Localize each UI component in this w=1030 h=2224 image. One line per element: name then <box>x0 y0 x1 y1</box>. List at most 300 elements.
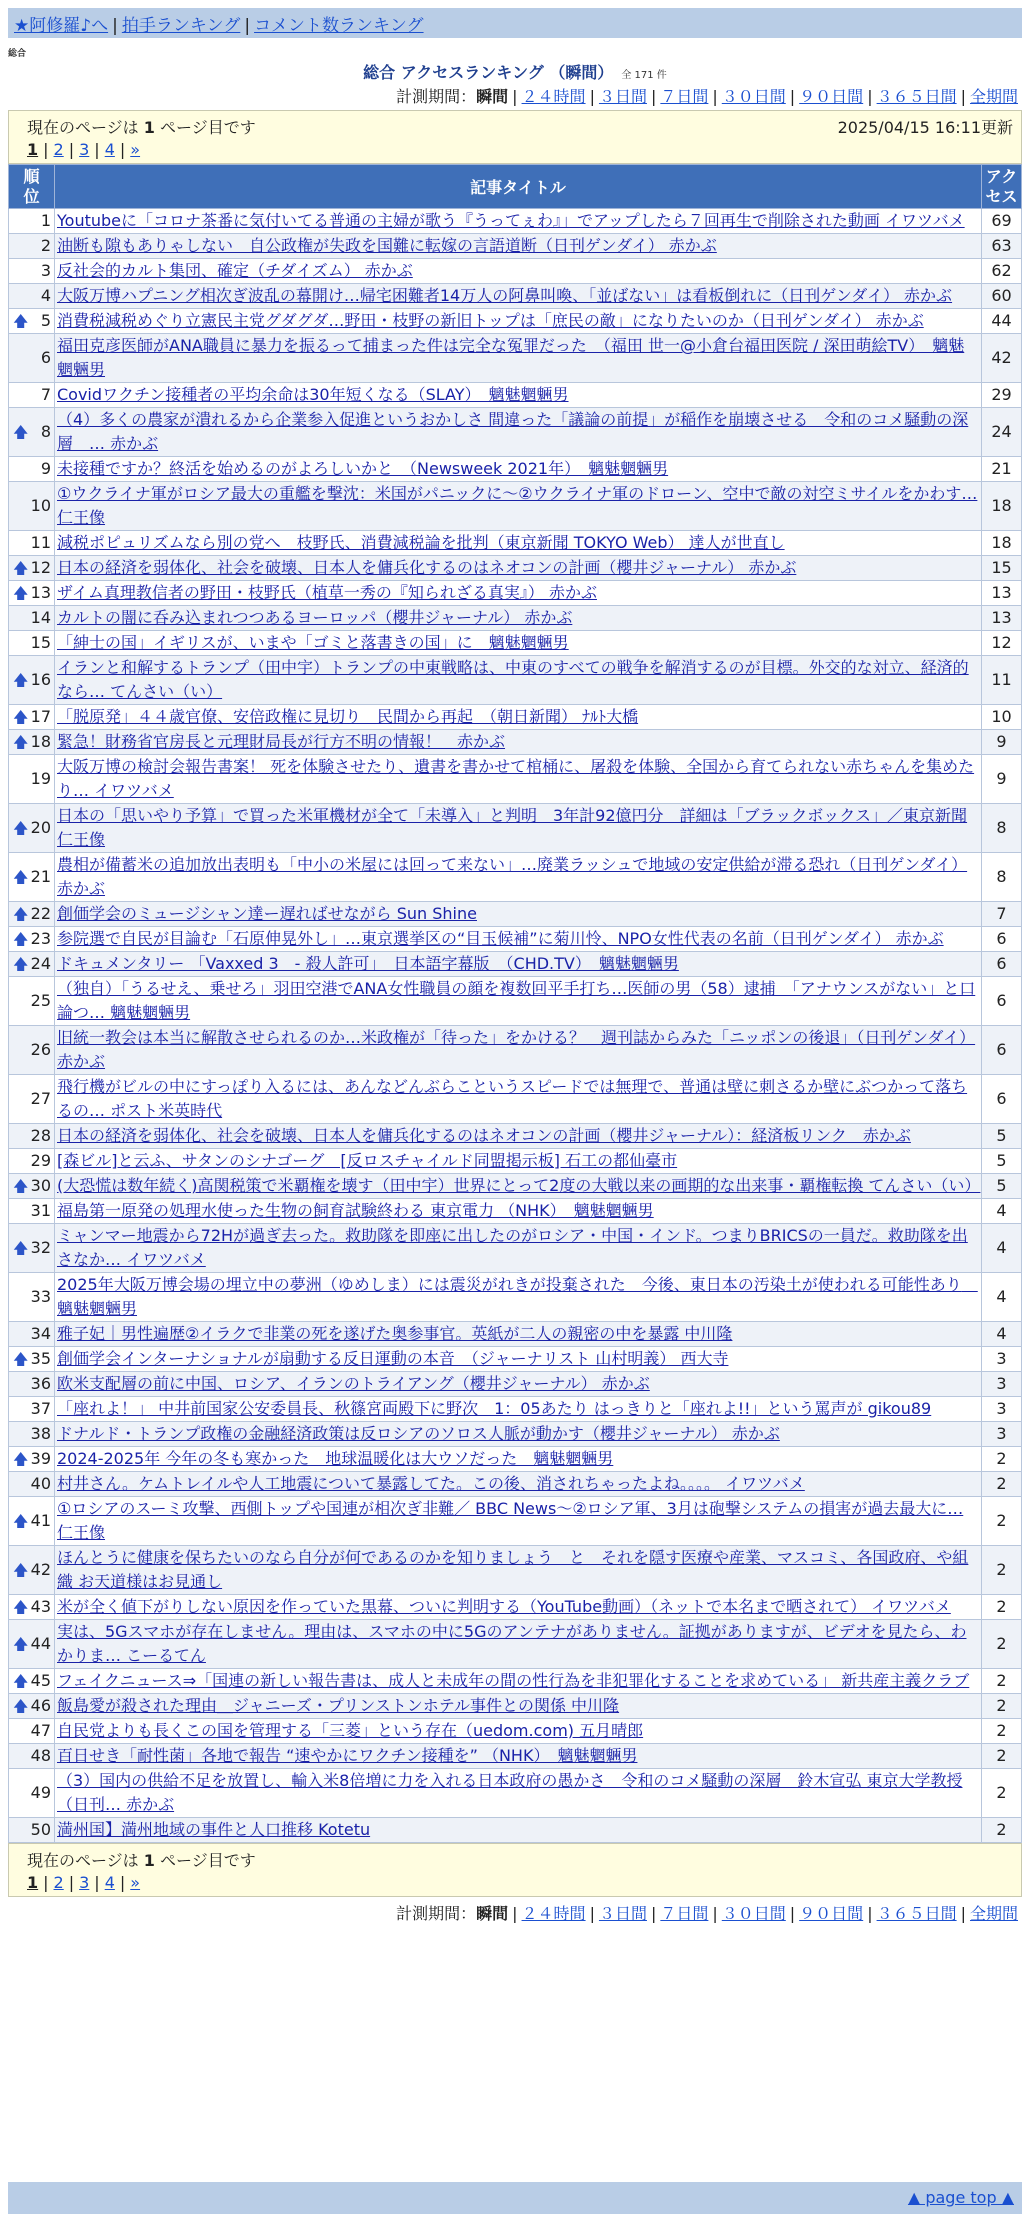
updated-time: 2025/04/15 16:11更新 <box>837 118 1013 137</box>
page-top-link[interactable]: ▲ page top ▲ <box>907 2188 1014 2207</box>
title-cell <box>55 309 982 334</box>
title-cell <box>55 1719 982 1744</box>
rank-number: 45 <box>30 1671 51 1690</box>
table-row <box>9 1199 1022 1224</box>
table-row <box>9 581 1022 606</box>
article-link[interactable]: 2024-2025年 今年の冬も寒かった 地球温暖化は大ウソだった 魑魅魍魎男 <box>57 1449 614 1468</box>
rank-number: 36 <box>30 1374 51 1393</box>
period-link[interactable]: ２４時間 <box>521 1904 586 1923</box>
article-link[interactable]: カルトの闇に呑み込まれつつあるヨーロッパ（櫻井ジャーナル） 赤かぶ <box>57 608 573 627</box>
article-link[interactable]: 緊急！財務省官房長と元理財局長が行方不明の情報！ 赤かぶ <box>57 732 506 751</box>
title-cell <box>55 1397 982 1422</box>
period-link[interactable]: ９０日間 <box>799 87 864 106</box>
access-count: 2 <box>982 1497 1022 1546</box>
rank-number: 9 <box>40 459 51 478</box>
article-link[interactable]: 日本の「思いやり予算」で買った米軍機材が全て「未導入」と判明 3年計92億円分 詳細は「ブラックボックス」／東京新聞 仁王像 <box>57 806 968 849</box>
rank-cell <box>9 631 55 656</box>
table-row <box>9 1719 1022 1744</box>
rank-number: 10 <box>30 496 51 515</box>
pager-bottom: 1 | 2 | 3 | 4 | » <box>27 1873 141 1892</box>
article-link[interactable]: 米が全く値下がりしない原因を作っていた黒幕、ついに判明する（YouTube動画）（ネットで本名まで晒されて） イワツバメ <box>57 1597 951 1616</box>
article-link[interactable]: 自民党よりも長くこの国を管理する「三菱」という存在（uedom.com) 五月晴郎 <box>57 1721 644 1740</box>
period-link[interactable]: ３０日間 <box>721 1904 786 1923</box>
article-link[interactable]: ①ロシアのスーミ攻撃、西側トップや国連が相次ぎ非難／ BBC News〜②ロシア軍、3月は砲撃システムの損害が過去最大に… 仁王像 <box>57 1499 964 1542</box>
rank-up-arrow-icon: 🡅 <box>13 312 29 330</box>
rank-up-arrow-icon: 🡅 <box>13 559 29 577</box>
article-link[interactable]: ミャンマー地震から72Hが過ぎ去った。救助隊を即座に出したのがロシア・中国・インド。つまりBRICSの一員だ。救助隊を出さなか… イワツバメ <box>57 1226 968 1269</box>
rank-cell <box>9 1322 55 1347</box>
rank-up-arrow-icon: 🡅 <box>13 1561 29 1579</box>
access-count: 18 <box>982 531 1022 556</box>
article-link[interactable]: 満州国】満州地域の事件と人口推移 Kotetu <box>57 1820 371 1839</box>
rank-number: 20 <box>30 818 51 837</box>
rank-cell <box>9 482 55 531</box>
page-info-bottom: 現在のページは 1 ページ目です <box>27 1851 256 1870</box>
table-row <box>9 209 1022 234</box>
title-cell <box>55 1694 982 1719</box>
table-row <box>9 952 1022 977</box>
rank-number: 38 <box>30 1424 51 1443</box>
rank-number: 50 <box>30 1820 51 1839</box>
rank-number: 26 <box>30 1040 51 1059</box>
rank-cell <box>9 1075 55 1124</box>
table-row <box>9 902 1022 927</box>
home-link[interactable]: ★阿修羅♪へ <box>14 16 109 36</box>
table-row <box>9 1397 1022 1422</box>
article-link[interactable]: 百日せき「耐性菌」各地で報告 “速やかにワクチン接種を” （NHK） 魑魅魍魎男 <box>57 1746 638 1765</box>
pager-link[interactable]: 2 <box>53 1873 64 1892</box>
access-count: 24 <box>982 408 1022 457</box>
rank-number: 16 <box>30 670 51 689</box>
title-cell <box>55 1546 982 1595</box>
title-cell <box>55 755 982 804</box>
page-title <box>0 60 1030 83</box>
title-cell <box>55 1199 982 1224</box>
rank-cell <box>9 1546 55 1595</box>
table-row <box>9 482 1022 531</box>
access-count: 4 <box>982 1199 1022 1224</box>
title-cell <box>55 234 982 259</box>
title-cell <box>55 1497 982 1546</box>
table-row <box>9 1744 1022 1769</box>
rank-number: 11 <box>30 533 51 552</box>
rank-number: 8 <box>40 422 51 441</box>
page-title-text: 総合 アクセスランキング （瞬間） <box>363 63 614 82</box>
title-cell <box>55 1273 982 1322</box>
article-link[interactable]: Youtubeに「コロナ茶番に気付いてる普通の主婦が歌う『うってぇわ』」でアップしたら７回再生で削除された動画 イワツバメ <box>57 211 965 230</box>
access-count: 3 <box>982 1347 1022 1372</box>
article-link[interactable]: （3）国内の供給不足を放置し、輸入米8倍増に力を入れる日本政府の愚かさ 令和のコメ騒動の深層 鈴木宣弘 東京大学教授（日刊… 赤かぶ <box>57 1771 963 1814</box>
rank-cell <box>9 656 55 705</box>
article-link[interactable]: 参院選で自民が目論む「石原伸晃外し」…東京選挙区の“目玉候補”に菊川怜、NPO女性代表の名前（日刊ゲンダイ） 赤かぶ <box>57 929 944 948</box>
access-count: 5 <box>982 1124 1022 1149</box>
period-selector-bottom: 計測期間：瞬間 | ２４時間 | ３日間 | ７日間 | ３０日間 | ９０日間 | ３６５日間 | 全期間 <box>396 1904 1018 1923</box>
title-cell <box>55 804 982 853</box>
article-link[interactable]: 未接種ですか？終活を始めるのがよろしいかと （Newsweek 2021年） 魑魅魍魎男 <box>57 459 669 478</box>
access-count: 60 <box>982 284 1022 309</box>
period-link[interactable]: ３日間 <box>598 87 647 106</box>
rank-up-arrow-icon: 🡅 <box>13 1672 29 1690</box>
rank-cell <box>9 1694 55 1719</box>
article-link[interactable]: イランと和解するトランプ（田中宇）トランプの中東戦略は、中東のすべての戦争を解消するのが目標。外交的な対立、経済的なら… てんさい（い） <box>57 658 969 701</box>
access-header: アクセス <box>982 165 1022 209</box>
rank-number: 32 <box>30 1238 51 1257</box>
title-cell <box>55 606 982 631</box>
category-label: 総合 <box>8 49 27 59</box>
rank-up-arrow-icon: 🡅 <box>13 1697 29 1715</box>
access-count: 4 <box>982 1273 1022 1322</box>
article-link[interactable]: 日本の経済を弱体化、社会を破壊、日本人を傭兵化するのはネオコンの計画（櫻井ジャーナル） 赤かぶ <box>57 558 797 577</box>
article-link[interactable]: 「座れよ！」 中井前国家公安委員長、秋篠宮両殿下に野次 1：05あたり はっきりと「座れよ!!」という罵声が gikou89 <box>57 1399 932 1418</box>
access-count: 10 <box>982 705 1022 730</box>
rank-number: 19 <box>30 769 51 788</box>
rank-number: 34 <box>30 1324 51 1343</box>
title-cell <box>55 581 982 606</box>
rank-number: 18 <box>30 732 51 751</box>
access-count: 42 <box>982 334 1022 383</box>
rank-number: 41 <box>30 1511 51 1530</box>
rank-cell <box>9 1769 55 1818</box>
access-count: 8 <box>982 853 1022 902</box>
comment-ranking-link[interactable]: コメント数ランキング <box>254 16 424 36</box>
rank-number: 17 <box>30 707 51 726</box>
access-count: 2 <box>982 1818 1022 1843</box>
rank-up-arrow-icon: 🡅 <box>13 1450 29 1468</box>
period-link[interactable]: 全期間 <box>969 87 1018 106</box>
table-row <box>9 1447 1022 1472</box>
rank-cell <box>9 556 55 581</box>
rank-cell <box>9 1497 55 1546</box>
pager-current: 1 <box>27 140 39 159</box>
article-link[interactable]: 実は、5Gスマホが存在しません。理由は、スマホの中に5Gのアンテナがありません。証拠がありますが、ビデオを見たら、わかりま… こーるてん <box>57 1622 967 1665</box>
access-count: 6 <box>982 952 1022 977</box>
table-row <box>9 1497 1022 1546</box>
rank-number: 29 <box>30 1151 51 1170</box>
article-link[interactable]: 村井さん。ケムトレイルや人工地震について暴露してた。この後、消されちゃったよね。。。。 イワツバメ <box>57 1474 805 1493</box>
table-row <box>9 804 1022 853</box>
rank-cell <box>9 1719 55 1744</box>
table-row <box>9 531 1022 556</box>
access-count: 4 <box>982 1322 1022 1347</box>
table-row <box>9 556 1022 581</box>
article-link[interactable]: 創価学会のミュージシャン達ー遅ればせながら Sun Shine <box>57 904 477 923</box>
table-row <box>9 1347 1022 1372</box>
ranking-table <box>8 164 1022 1843</box>
table-row <box>9 1026 1022 1075</box>
article-link[interactable]: 福田克彦医師がANA職員に暴力を振るって捕まった件は完全な冤罪だった （福田 世一@小倉台福田医院 / 深田萌絵TV） 魑魅魍魎男 <box>57 336 965 379</box>
table-row <box>9 755 1022 804</box>
period-link[interactable]: ２４時間 <box>521 87 586 106</box>
access-count: 2 <box>982 1694 1022 1719</box>
period-link[interactable]: ３０日間 <box>721 87 786 106</box>
rank-cell <box>9 952 55 977</box>
rank-number: 23 <box>30 929 51 948</box>
period-link[interactable]: ３日間 <box>598 1904 647 1923</box>
period-link[interactable]: ３６５日間 <box>876 1904 957 1923</box>
rank-cell <box>9 1472 55 1497</box>
title-cell <box>55 1595 982 1620</box>
rank-cell <box>9 1620 55 1669</box>
article-link[interactable]: ドキュメンタリー 「Vaxxed 3 - 殺人許可」 日本語字幕版 （CHD.TV） 魑魅魍魎男 <box>57 954 679 973</box>
article-link[interactable]: ①ウクライナ軍がロシア最大の重艦を撃沈：米国がパニックに〜②ウクライナ軍のドローン、空中で敵の対空ミサイルをかわす… 仁王像 <box>57 484 978 527</box>
table-row <box>9 1669 1022 1694</box>
period-label: 計測期間： <box>396 1904 477 1923</box>
rank-cell <box>9 1347 55 1372</box>
table-row <box>9 705 1022 730</box>
article-link[interactable]: （独自）「うるせえ、乗せろ」羽田空港でANA女性職員の顔を複数回平手打ち…医師の男（58）逮捕 「アナウンスがない」と口論つ… 魑魅魍魎男 <box>57 979 976 1022</box>
article-link[interactable]: 反社会的カルト集団、確定（チダイズム） 赤かぶ <box>57 261 413 280</box>
title-cell <box>55 853 982 902</box>
article-link[interactable]: 農相が備蓄米の追加放出表明も「中小の米屋には回って来ない」…廃業ラッシュで地域の安定供給が滞る恐れ（日刊ゲンダイ） 赤かぶ <box>57 855 968 898</box>
article-link[interactable]: ザイム真理教信者の野田・枝野氏（植草一秀の『知られざる真実』） 赤かぶ <box>57 583 597 602</box>
rank-cell <box>9 284 55 309</box>
rank-cell <box>9 408 55 457</box>
access-count: 11 <box>982 656 1022 705</box>
article-link[interactable]: (大恐慌は数年続く)高関税策で米覇権を壊す（田中宇）世界にとって2度の大戦以来の画期的な出来事・覇権転換 てんさい（い） <box>57 1176 981 1195</box>
access-count: 2 <box>982 1472 1022 1497</box>
title-cell <box>55 1322 982 1347</box>
rank-up-arrow-icon: 🡅 <box>13 1598 29 1616</box>
rank-cell <box>9 1595 55 1620</box>
rank-number: 44 <box>30 1634 51 1653</box>
article-link[interactable]: 旧統一教会は本当に解散させられるのか…米政権が「待った」をかける？ 週刊誌からみた「ニッポンの後退」（日刊ゲンダイ） 赤かぶ <box>57 1028 976 1071</box>
access-count: 6 <box>982 927 1022 952</box>
rank-cell <box>9 1744 55 1769</box>
pager-link[interactable]: 4 <box>104 1873 115 1892</box>
title-cell <box>55 730 982 755</box>
title-cell <box>55 977 982 1026</box>
article-link[interactable]: 減税ポピュリズムなら別の党へ 枝野氏、消費減税論を批判（東京新聞 TOKYO Web） 達人が世直し <box>57 533 785 552</box>
title-cell <box>55 1818 982 1843</box>
article-link[interactable]: 「紳士の国」イギリスが、いまや「ゴミと落書きの国」に 魑魅魍魎男 <box>57 633 569 652</box>
article-link[interactable]: 油断も隙もありゃしない 自公政権が失政を国難に転嫁の言語道断（日刊ゲンダイ） 赤かぶ <box>57 236 717 255</box>
title-cell <box>55 334 982 383</box>
period-selector-top: 計測期間：瞬間 | ２４時間 | ３日間 | ７日間 | ３０日間 | ９０日間 | ３６５日間 | 全期間 <box>396 87 1018 106</box>
access-count: 9 <box>982 755 1022 804</box>
pager-top: 1 | 2 | 3 | 4 | » <box>27 140 141 159</box>
period-link[interactable]: ３６５日間 <box>876 87 957 106</box>
rank-up-arrow-icon: 🡅 <box>13 930 29 948</box>
page-info-panel-bottom <box>8 1843 1022 1897</box>
title-cell <box>55 383 982 408</box>
title-cell <box>55 1149 982 1174</box>
rank-cell <box>9 853 55 902</box>
access-count: 5 <box>982 1149 1022 1174</box>
rank-number: 7 <box>40 385 51 404</box>
clap-ranking-link[interactable]: 拍手ランキング <box>121 16 241 36</box>
rank-cell <box>9 977 55 1026</box>
title-cell <box>55 1472 982 1497</box>
rank-cell <box>9 209 55 234</box>
title-header: 記事タイトル <box>55 165 982 209</box>
article-link[interactable]: ドナルド・トランプ政権の金融経済政策は反ロシアのソロス人脈が動かす（櫻井ジャーナル） 赤かぶ <box>57 1424 780 1443</box>
article-link[interactable]: 飛行機がビルの中にすっぽり入るには、あんなどんぶらこというスピードでは無理で、普通は壁に刺さるか壁にぶつかって落ちるの… ポスト米英時代 <box>57 1077 968 1120</box>
rank-up-arrow-icon: 🡅 <box>13 868 29 886</box>
period-link[interactable]: ９０日間 <box>799 1904 864 1923</box>
title-cell <box>55 1075 982 1124</box>
title-cell <box>55 259 982 284</box>
rank-cell <box>9 383 55 408</box>
article-link[interactable]: 大阪万博ハプニング相次ぎ波乱の幕開け…帰宅困難者14万人の阿鼻叫喚、「並ばない」は看板倒れに（日刊ゲンダイ） 赤かぶ <box>57 286 953 305</box>
table-row <box>9 730 1022 755</box>
pager-link[interactable]: 3 <box>79 1873 90 1892</box>
rank-number: 13 <box>30 583 51 602</box>
rank-number: 42 <box>30 1560 51 1579</box>
rank-cell <box>9 259 55 284</box>
access-count: 3 <box>982 1397 1022 1422</box>
period-link[interactable]: ７日間 <box>660 87 709 106</box>
article-link[interactable]: 消費税減税めぐり立憲民主党グダグダ…野田・枝野の新旧トップは「庶民の敵」になりたいのか（日刊ゲンダイ） 赤かぶ <box>57 311 924 330</box>
access-count: 4 <box>982 1224 1022 1273</box>
title-cell <box>55 952 982 977</box>
access-count: 5 <box>982 1174 1022 1199</box>
rank-number: 37 <box>30 1399 51 1418</box>
table-row <box>9 927 1022 952</box>
top-navigation: ★阿修羅♪へ | 拍手ランキング | コメント数ランキング <box>8 8 1022 38</box>
access-count: 3 <box>982 1372 1022 1397</box>
pager-link[interactable]: 2 <box>53 140 64 159</box>
rank-cell <box>9 1199 55 1224</box>
title-cell <box>55 284 982 309</box>
rank-number: 30 <box>30 1176 51 1195</box>
table-row <box>9 408 1022 457</box>
title-cell <box>55 705 982 730</box>
article-link[interactable]: Covidワクチン接種者の平均余命は30年短くなる（SLAY） 魑魅魍魎男 <box>57 385 569 404</box>
article-link[interactable]: 日本の経済を弱体化、社会を破壊、日本人を傭兵化するのはネオコンの計画（櫻井ジャーナル）：経済板リンク 赤かぶ <box>57 1126 911 1145</box>
rank-number: 24 <box>30 954 51 973</box>
rank-cell <box>9 1397 55 1422</box>
rank-number: 6 <box>40 348 51 367</box>
rank-up-arrow-icon: 🡅 <box>13 584 29 602</box>
table-row <box>9 334 1022 383</box>
article-link[interactable]: 雅子妃｜男性遍歴②イラクで非業の死を遂げた奥参事官。英紙が二人の親密の中を暴露 中川隆 <box>57 1324 733 1343</box>
table-row <box>9 1472 1022 1497</box>
rank-cell <box>9 1026 55 1075</box>
rank-cell <box>9 1669 55 1694</box>
table-row <box>9 1620 1022 1669</box>
table-row <box>9 1075 1022 1124</box>
rank-number: 14 <box>30 608 51 627</box>
table-row <box>9 1224 1022 1273</box>
rank-cell <box>9 1818 55 1843</box>
rank-up-arrow-icon: 🡅 <box>13 1239 29 1257</box>
access-count: 2 <box>982 1669 1022 1694</box>
access-count: 29 <box>982 383 1022 408</box>
article-link[interactable]: フェイクニュース⇒「国連の新しい報告書は、成人と未成年の間の性行為を非犯罪化することを求めている」 新共産主義クラブ <box>57 1671 970 1690</box>
title-cell <box>55 482 982 531</box>
rank-cell <box>9 1224 55 1273</box>
rank-up-arrow-icon: 🡅 <box>13 1177 29 1195</box>
rank-number: 22 <box>30 904 51 923</box>
access-count: 8 <box>982 804 1022 853</box>
rank-cell <box>9 730 55 755</box>
article-link[interactable]: [森ビル]と云ふ、サタンのシナゴーグ [反ロスチャイルド同盟掲示板] 石工の都仙臺市 <box>57 1151 678 1170</box>
title-cell <box>55 1447 982 1472</box>
rank-cell <box>9 902 55 927</box>
title-cell <box>55 1347 982 1372</box>
rank-number: 1 <box>40 211 51 230</box>
title-cell <box>55 531 982 556</box>
rank-number: 27 <box>30 1089 51 1108</box>
access-count: 69 <box>982 209 1022 234</box>
rank-cell <box>9 309 55 334</box>
table-row <box>9 1124 1022 1149</box>
rank-cell <box>9 927 55 952</box>
access-count: 2 <box>982 1719 1022 1744</box>
access-count: 63 <box>982 234 1022 259</box>
rank-number: 33 <box>30 1287 51 1306</box>
article-link[interactable]: ほんとうに健康を保ちたいのなら自分が何であるのかを知りましょう と それを隠す医療や産業、マスコミ、各国政府、や組織 お天道様はお見通し <box>57 1548 969 1591</box>
period-current: 瞬間 <box>476 87 509 106</box>
rank-number: 46 <box>30 1696 51 1715</box>
title-cell <box>55 1224 982 1273</box>
rank-cell <box>9 234 55 259</box>
rank-cell <box>9 334 55 383</box>
access-count: 12 <box>982 631 1022 656</box>
table-row <box>9 1769 1022 1818</box>
rank-cell <box>9 1273 55 1322</box>
access-count: 2 <box>982 1546 1022 1595</box>
rank-up-arrow-icon: 🡅 <box>13 1635 29 1653</box>
rank-number: 3 <box>40 261 51 280</box>
access-count: 18 <box>982 482 1022 531</box>
rank-number: 49 <box>30 1783 51 1802</box>
pager-next[interactable]: » <box>130 1873 141 1892</box>
article-link[interactable]: 「脱原発」４４歳官僚、安倍政権に見切り 民間から再起 （朝日新聞） ﾅﾙﾄ大橋 <box>57 707 639 726</box>
access-count: 6 <box>982 1026 1022 1075</box>
article-link[interactable]: 創価学会インターナショナルが扇動する反日運動の本音 （ジャーナリスト 山村明義） 西大寺 <box>57 1349 729 1368</box>
article-link[interactable]: 2025年大阪万博会場の埋立中の夢洲（ゆめしま）には震災がれきが投棄された 今後、東日本の汚染土が使われる可能性あり 魑魅魍魎男 <box>57 1275 978 1318</box>
pager-link[interactable]: 4 <box>104 140 115 159</box>
pager-link[interactable]: 3 <box>79 140 90 159</box>
table-row <box>9 1818 1022 1843</box>
table-row <box>9 606 1022 631</box>
table-row <box>9 853 1022 902</box>
period-link[interactable]: 全期間 <box>969 1904 1018 1923</box>
access-count: 2 <box>982 1769 1022 1818</box>
rank-cell <box>9 606 55 631</box>
period-link[interactable]: ７日間 <box>660 1904 709 1923</box>
title-cell <box>55 1124 982 1149</box>
rank-cell <box>9 581 55 606</box>
article-link[interactable]: （4）多くの農家が潰れるから企業参入促進というおかしさ 間違った「議論の前提」が稲作を崩壊させる 令和のコメ騒動の深層 … 赤かぶ <box>57 410 969 453</box>
rank-number: 5 <box>40 311 51 330</box>
rank-number: 25 <box>30 991 51 1010</box>
table-row <box>9 1273 1022 1322</box>
article-link[interactable]: 欧米支配層の前に中国、ロシア、イランのトライアング（櫻井ジャーナル） 赤かぶ <box>57 1374 650 1393</box>
title-cell <box>55 1174 982 1199</box>
table-row <box>9 631 1022 656</box>
access-count: 2 <box>982 1595 1022 1620</box>
table-row <box>9 284 1022 309</box>
page-info: 現在のページは 1 ページ目です <box>27 118 256 137</box>
article-link[interactable]: 福島第一原発の処理水使った生物の飼育試験終わる 東京電力 （NHK） 魑魅魍魎男 <box>57 1201 654 1220</box>
access-count: 6 <box>982 1075 1022 1124</box>
rank-cell <box>9 531 55 556</box>
title-cell <box>55 556 982 581</box>
rank-cell <box>9 755 55 804</box>
rank-up-arrow-icon: 🡅 <box>13 1350 29 1368</box>
access-count: 13 <box>982 581 1022 606</box>
pager-next[interactable]: » <box>130 140 141 159</box>
table-row <box>9 1322 1022 1347</box>
article-link[interactable]: 大阪万博の検討会報告書案！ 死を体験させたり、遺書を書かせて棺桶に、屠殺を体験、全国から育てられない赤ちゃんを集めたり… イワツバメ <box>57 757 975 800</box>
access-count: 15 <box>982 556 1022 581</box>
access-count: 9 <box>982 730 1022 755</box>
article-link[interactable]: 飯島愛が殺された理由＿ジャニーズ・プリンストンホテル事件との関係 中川隆 <box>57 1696 620 1715</box>
rank-number: 28 <box>30 1126 51 1145</box>
rank-header: 順位 <box>9 165 55 209</box>
